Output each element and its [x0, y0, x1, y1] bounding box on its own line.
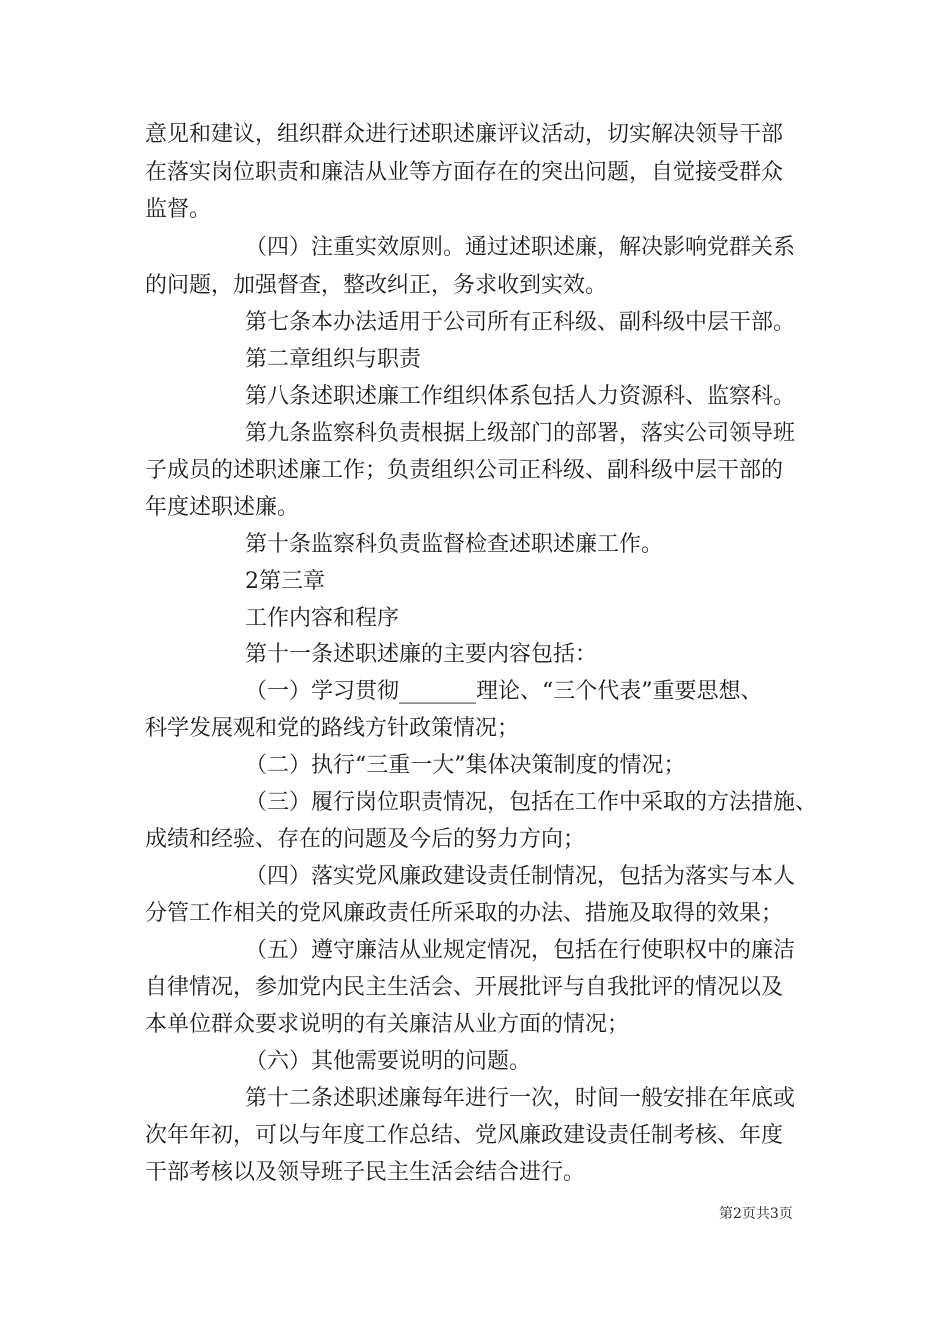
chapter-heading: 第二章组织与职责 [245, 347, 422, 372]
text-line: 自律情况，参加党内民主生活会、开展批评与自我批评的情况以及 [145, 975, 784, 1000]
text-line: 分管工作相关的党风廉政责任所采取的办法、措施及取得的效果； [145, 901, 784, 926]
text-line: 第七条本办法适用于公司所有正科级、副科级中层干部。 [245, 310, 796, 335]
text-line: （一）学习贯彻_______理论、“三个代表”重要思想、 [245, 679, 763, 704]
text-line: 科学发展观和党的路线方针政策情况； [145, 716, 520, 741]
text-line: 意见和建议，组织群众进行述职述廉评议活动，切实解决领导干部 [145, 122, 784, 147]
page-number-footer: 第2页共3页 [719, 1206, 793, 1222]
text-line: （二）执行“三重一大”集体决策制度的情况； [245, 753, 686, 778]
text-line: （三）履行岗位职责情况，包括在工作中采取的方法措施、 [245, 790, 818, 815]
text-line: 子成员的述职述廉工作；负责组织公司正科级、副科级中层干部的 [145, 458, 784, 483]
text-line: 次年年初，可以与年度工作总结、党风廉政建设责任制考核、年度 [145, 1123, 784, 1148]
text-line: 第十条监察科负责监督检查述职述廉工作。 [245, 532, 664, 557]
text-line: 监督。 [145, 197, 212, 222]
text-line: 第八条述职述廉工作组织体系包括人力资源科、监察科。 [245, 384, 796, 409]
chapter-title: 工作内容和程序 [245, 606, 400, 631]
text-line: 的问题，加强督查，整改纠正，务求收到实效。 [145, 273, 608, 298]
chapter-heading: 2第三章 [245, 569, 325, 594]
text-line: 第九条监察科负责根据上级部门的部署，落实公司领导班 [245, 421, 796, 446]
text-line: （四）落实党风廉政建设责任制情况，包括为落实与本人 [245, 864, 796, 889]
text-line: 第十一条述职述廉的主要内容包括： [245, 642, 598, 667]
text-line: 年度述职述廉。 [145, 495, 300, 520]
text-line: 干部考核以及领导班子民主生活会结合进行。 [145, 1160, 586, 1185]
text-line: （六）其他需要说明的问题。 [245, 1049, 532, 1074]
text-line: 第十二条述职述廉每年进行一次，时间一般安排在年底或 [245, 1086, 796, 1111]
text-line: 本单位群众要求说明的有关廉洁从业方面的情况； [145, 1012, 630, 1037]
text-line: （五）遵守廉洁从业规定情况，包括在行使职权中的廉洁 [245, 938, 796, 963]
text-line: （四）注重实效原则。通过述职述廉，解决影响党群关系 [245, 235, 796, 260]
text-line: 成绩和经验、存在的问题及今后的努力方向； [145, 827, 586, 852]
text-line: 在落实岗位职责和廉洁从业等方面存在的突出问题，自觉接受群众 [145, 160, 784, 185]
